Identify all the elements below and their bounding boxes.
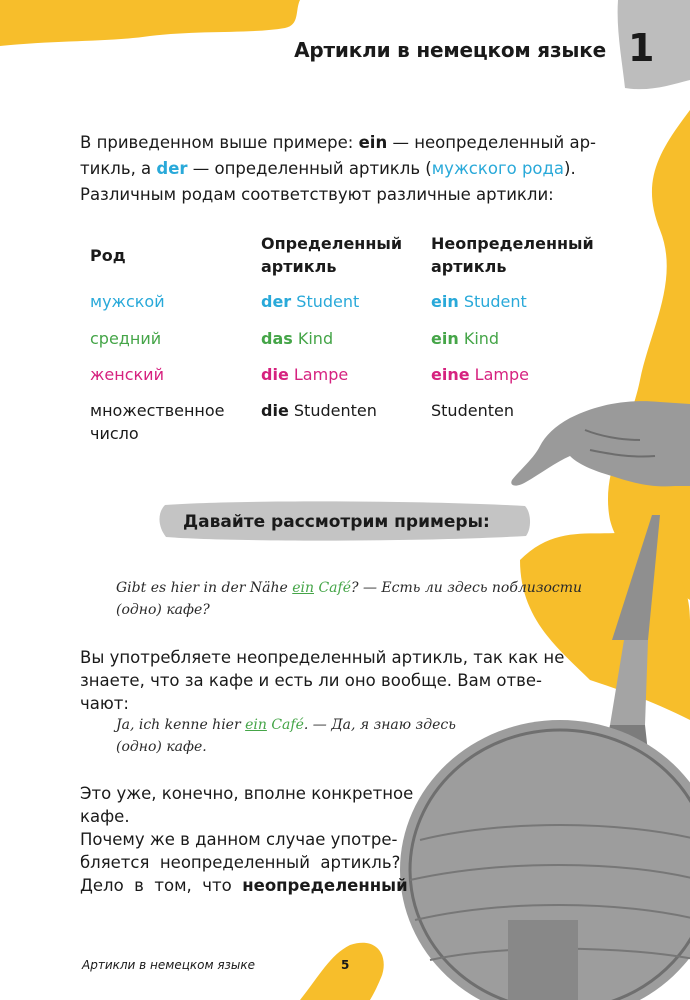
header-gender: Род bbox=[90, 246, 126, 265]
intro-paragraph bbox=[80, 130, 620, 208]
page-title: Артикли в немецком языке bbox=[294, 38, 606, 62]
chapter-number: 1 bbox=[628, 26, 655, 70]
row-neuter-indefinite: ein Kind bbox=[431, 329, 500, 348]
examples-banner: Давайте рассмотрим примеры: bbox=[183, 512, 490, 532]
row-feminine-indefinite: eine Lampe bbox=[431, 365, 529, 384]
row-plural-gender: множественное число bbox=[90, 401, 225, 443]
term-ein: ein bbox=[358, 133, 388, 152]
pointing-hand-image bbox=[511, 401, 690, 486]
row-masculine-definite: der Student bbox=[261, 292, 360, 311]
header-definite: Определенный артикль bbox=[261, 234, 403, 276]
page-number: 5 bbox=[341, 958, 350, 972]
row-feminine-gender: женский bbox=[90, 365, 164, 384]
header-indefinite: Неопределенный артикль bbox=[431, 234, 594, 276]
row-plural-indefinite: Studenten bbox=[431, 401, 514, 420]
row-masculine-gender: мужской bbox=[90, 292, 165, 311]
row-masculine-indefinite: ein Student bbox=[431, 292, 527, 311]
paragraph-1: Вы употребляете неопределенный артикль, так как не знаете, что за кафе и есть ли оно вообще. Вам отве- чают: bbox=[80, 648, 565, 713]
intro-line-3: Различным родам соответствуют различные артикли: bbox=[80, 185, 554, 204]
footer-title: Артикли в немецком языке bbox=[82, 958, 256, 972]
paragraph-2: Это уже, конечно, вполне конкретное кафе. Почему же в данном случае употре- бляется неопределенный артикль? Дело в том, что неопределенный bbox=[80, 784, 414, 895]
term-der: der bbox=[156, 159, 188, 178]
term-masculine: мужского рода bbox=[431, 159, 565, 178]
example-2: Ja, ich kenne hier ein Café. — Да, я знаю здесь (одно) кафе. bbox=[116, 717, 456, 755]
intro-line-2: тикль, а der — определенный артикль (мужского рода). bbox=[80, 159, 576, 178]
row-neuter-gender: средний bbox=[90, 329, 162, 348]
row-neuter-definite: das Kind bbox=[261, 329, 334, 348]
row-feminine-definite: die Lampe bbox=[261, 365, 349, 384]
yellow-blob-top-left bbox=[0, 0, 300, 46]
row-plural-definite: die Studenten bbox=[261, 401, 377, 420]
example-1: Gibt es hier in der Nähe ein Café? — Есть ли здесь поблизости (одно) кафе? bbox=[116, 580, 583, 618]
intro-line-1: В приведенном выше примере: ein — неопределенный ар- bbox=[80, 133, 597, 152]
